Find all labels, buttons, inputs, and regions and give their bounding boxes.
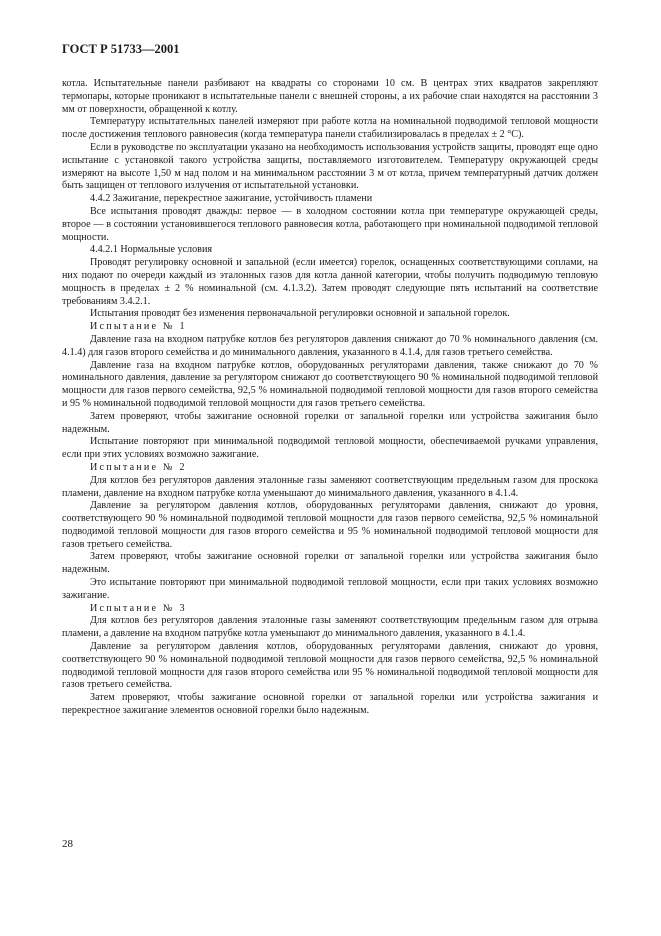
subsection-heading: 4.4.2.1 Нормальные условия <box>90 244 213 256</box>
paragraph: Испытания проводят без изменения первоначальной регулировки основной и запальной горелок. <box>90 308 510 320</box>
body-text <box>62 78 598 718</box>
paragraph: Температуру испытательных панелей измеряют при работе котла на номинальной подводимой тепловой мощности после достижения теплового равновесия (когда температура панели стабилизировалась в пределах ± 2 °С). <box>62 116 598 141</box>
test-heading: Испытание № 1 <box>90 321 187 333</box>
test-heading: Испытание № 2 <box>90 461 187 473</box>
page-number: 28 <box>62 838 73 850</box>
paragraph: Давление газа на входном патрубке котлов, оборудованных регуляторами давления, также снижают до 70 % номинального давления, давление за регулятором снижают до соответствующего 90 % номинальной подводимой тепловой мощности для газов первого семейства, 92,5 % номинальной подводимой тепловой мощности для газов второго семейства и 95 % номинальной подводимой тепловой мощности для газов третьего семейства. <box>62 359 598 409</box>
paragraph: Затем проверяют, чтобы зажигание основной горелки от запальной горелки или устройства зажигания и перекрестное зажигание элементов основной горелки было надежным. <box>62 692 598 717</box>
paragraph: Если в руководстве по эксплуатации указано на необходимость использования устройств защиты, проводят еще одно испытание с установкой такого устройства защиты, поставляемого изготовителем. Температуру окружающей среды измеряют на высоте 1,50 м над полом и на минимальном расстоянии 3 м от котла, причем температурный датчик должен быть защищен от теплового излучения от испытательной установки. <box>62 141 598 192</box>
paragraph: Давление за регулятором давления котлов, оборудованных регуляторами давления, снижают до уровня, соответствующего 90 % номинальной подводимой тепловой мощности для газов первого семейства, 92,5 % номинальной подводимой тепловой мощности для газов второго семейства и 95 % номинальной подводимой тепловой мощности для газов третьего семейства. <box>62 500 598 550</box>
paragraph: Давление газа на входном патрубке котлов без регуляторов давления снижают до 70 % номинального давления (см. 4.1.4) для газов второго семейства и до минимального давления, указанного в 4.1.4, для газов третьего семейства. <box>62 333 598 358</box>
paragraph: Все испытания проводят дважды: первое — в холодном состоянии котла при температуре окружающей среды, второе — в состоянии установившегося теплового равновесия котла, работающего при номинальной подводимой тепловой мощности. <box>62 205 598 243</box>
test-heading: Испытание № 3 <box>90 602 187 614</box>
section-heading: 4.4.2 Зажигание, перекрестное зажигание, устойчивость пламени <box>90 193 373 205</box>
standard-code: ГОСТ Р 51733—2001 <box>62 42 180 56</box>
paragraph: Для котлов без регуляторов давления эталонные газы заменяют соответствующим предельным газом для отрыва пламени, а давление на входном патрубке котла уменьшают до минимального давления, указанного в 4.1.4. <box>62 615 598 640</box>
paragraph: Проводят регулировку основной и запальной (если имеется) горелок, оснащенных соответствующими соплами, на них подают по очереди каждый из эталонных газов для котла данной категории, чтобы получить подводимую тепловую мощность в пределах ± 2 % номинальной (см. 4.1.3.2). Затем проводят следующие пять испытаний на соответствие требованиям 3.4.2.1. <box>62 257 598 307</box>
paragraph: Испытание повторяют при минимальной подводимой тепловой мощности, обеспечиваемой ручками управления, если при этих условиях возможно зажигание. <box>62 436 598 461</box>
paragraph: котла. Испытательные панели разбивают на квадраты со сторонами 10 см. В центрах этих квадратов закрепляют термопары, которые проникают в испытательные панели с внешней стороны, а их рабочие спаи находятся на расстоянии 3 мм от поверхности, обращенной к котлу. <box>62 78 598 115</box>
paragraph: Затем проверяют, чтобы зажигание основной горелки от запальной горелки или устройства зажигания было надежным. <box>62 410 598 435</box>
paragraph: Давление за регулятором давления котлов, оборудованных регуляторами давления, снижают до уровня, соответствующего 90 % номинальной подводимой тепловой мощности для газов первого семейства, 92,5 % номинальной подводимой тепловой мощности для газов второго семейства или 95 % номинальной подводимой тепловой мощности для газов третьего семейства. <box>62 641 598 691</box>
paragraph: Для котлов без регуляторов давления эталонные газы заменяют соответствующим предельным газом для проскока пламени, давление на входном патрубке котла уменьшают до минимального давления, указанного в 4.1.4. <box>62 474 598 499</box>
paragraph: Это испытание повторяют при минимальной подводимой тепловой мощности, если при таких условиях возможно зажигание. <box>62 577 598 601</box>
paragraph: Затем проверяют, чтобы зажигание основной горелки от запальной горелки или устройства зажигания было надежным. <box>62 551 598 576</box>
